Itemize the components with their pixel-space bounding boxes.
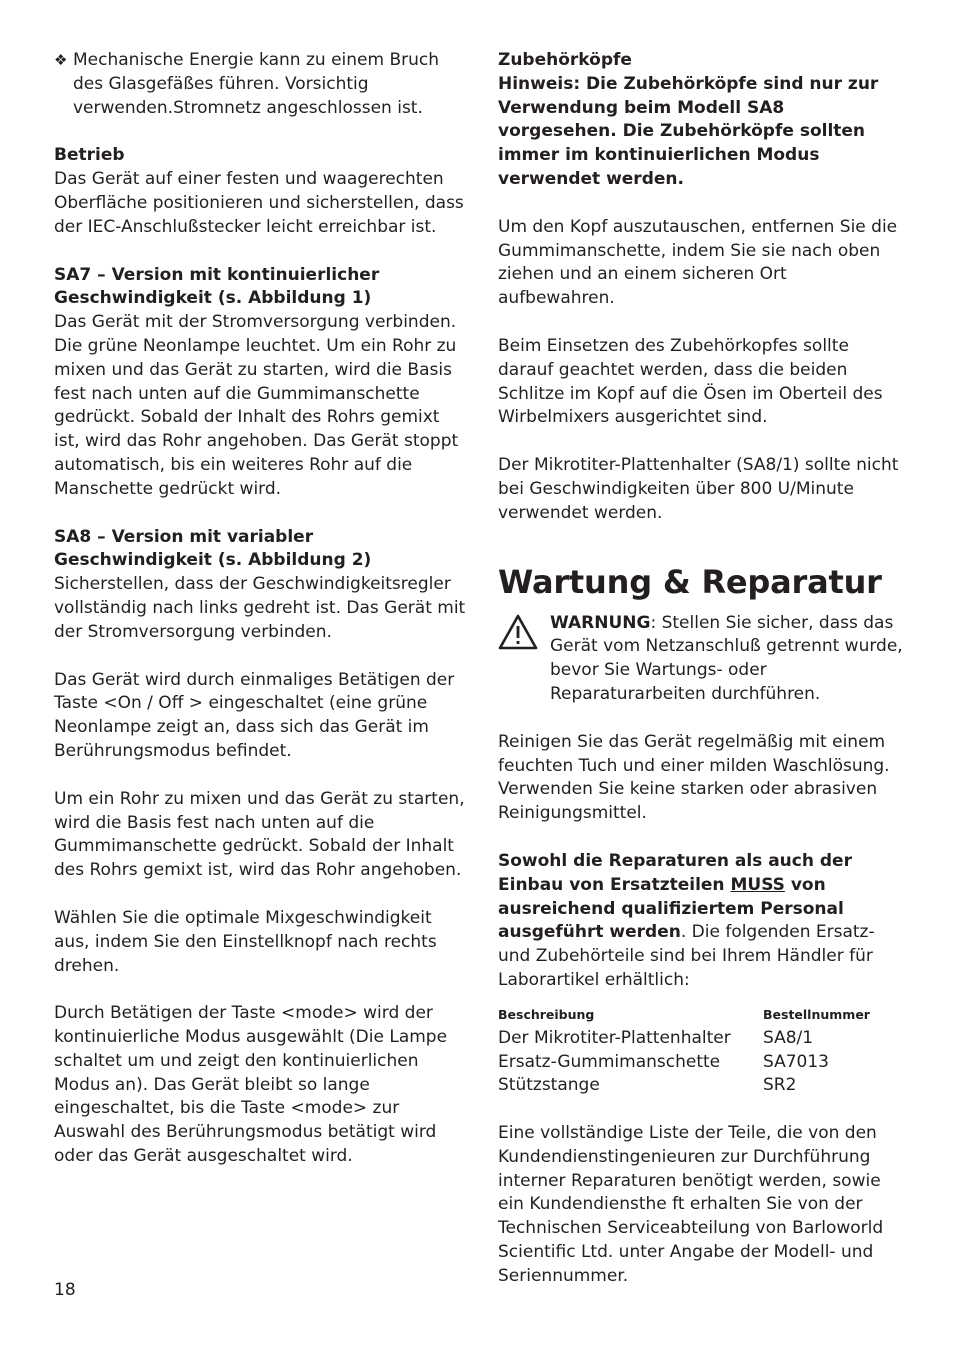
zubehoer-note: Hinweis: Die Zubehörköpfe sind nur zur Verwendung beim Modell SA8 vorgesehen. Die Zubehörköpfe sollten immer im kontinuierlichen Modus verwendet werden.	[498, 73, 879, 189]
betrieb-heading: Betrieb	[54, 145, 125, 166]
sa7-heading: SA7 – Version mit kontinuierlicher Geschwindigkeit (s. Abbildung 1)	[54, 264, 380, 309]
parts-table	[498, 1003, 870, 1098]
repair-bold-1: Sowohl die Reparaturen als auch der Einbau von Ersatzteilen	[498, 850, 852, 895]
warning-body: : Stellen Sie sicher, dass das Gerät vom Netzanschluß getrennt wurde, bevor Sie Wartungs- oder Reparaturarbeiten durchführen.	[550, 612, 903, 704]
repair-paragraph	[498, 850, 908, 993]
microtiter-paragraph: Der Mikrotiter-Plattenhalter (SA8/1) sollte nicht bei Geschwindigkeiten über 800 U/Minute verwendet werden.	[498, 455, 899, 523]
part-number: SA8/1	[763, 1027, 814, 1048]
repair-must: MUSS	[730, 874, 785, 895]
part-number: SA7013	[763, 1051, 829, 1072]
page-number: 18	[54, 1280, 76, 1300]
speed-paragraph: Wählen Sie die optimale Mixgeschwindigkeit aus, indem Sie den Einstellknopf nach rechts drehen.	[54, 907, 437, 976]
betrieb-text: Das Gerät auf einer festen und waagerechten Oberfläche positionieren und sicherstellen, dass der IEC-Anschlußstecker leicht erreichbar ist.	[54, 169, 464, 237]
left-column	[54, 49, 466, 1169]
table-row	[498, 1027, 870, 1051]
repair-bold-2: von ausreichend qualifiziertem Personal ausgeführt werden	[498, 874, 844, 943]
right-column	[498, 49, 908, 1289]
sa8-heading: SA8 – Version mit variabler Geschwindigkeit (s. Abbildung 2)	[54, 526, 372, 571]
insert-paragraph: Beim Einsetzen des Zubehörkopfes sollte darauf geachtet werden, dass die beiden Schlitze im Kopf auf die Ösen im Oberteil des Wirbelmixers ausgerichtet sind.	[498, 335, 883, 428]
parts-header-order-number: Bestellnummer	[763, 1006, 870, 1022]
bullet-text: Mechanische Energie kann zu einem Bruch des Glasgefäßes führen. Vorsichtig verwenden.Stromnetz angeschlossen ist.	[73, 50, 439, 118]
part-description: Ersatz-Gummimanschette	[498, 1051, 721, 1072]
head-paragraph: Um den Kopf auszutauschen, entfernen Sie die Gummimanschette, indem Sie sie nach oben ziehen und an einem sicheren Ort aufbewahren.	[498, 216, 898, 309]
sa7-text: Das Gerät mit der Stromversorgung verbinden. Die grüne Neonlampe leuchtet. Um ein Rohr zu mixen und das Gerät zu starten, wird die Basis fest nach unten auf die Gummimanschette gedrückt. Sobald der Inhalt des Rohrs gemixt ist, wird das Rohr angehoben. Das Gerät stoppt automatisch, bis ein weiteres Rohr auf die Manschette gedrückt wird.	[54, 312, 459, 499]
part-description: Stützstange	[498, 1075, 600, 1096]
warning-triangle-icon	[498, 612, 550, 707]
onoff-paragraph: Das Gerät wird durch einmaliges Betätigen der Taste <On / Off > eingeschaltet (eine grüne Neonlampe zeigt an, dass sich das Gerät im Berührungsmodus befindet.	[54, 669, 455, 761]
mode-paragraph: Durch Betätigen der Taste <mode> wird der kontinuierliche Modus ausgewählt (Die Lampe schaltet um und zeigt den kontinuierlichen Modus an). Das Gerät bleibt so lange eingeschaltet, bis die Taste <mode> zur Auswahl des Berührungsmodus betätigt wird oder das Gerät ausgeschaltet wird.	[54, 1003, 448, 1167]
table-row	[498, 1051, 870, 1075]
sa8-text: Sicherstellen, dass der Geschwindigkeitsregler vollständig nach links gedreht ist. Das Gerät mit der Stromversorgung verbinden.	[54, 574, 466, 642]
zubehoer-heading: Zubehörköpfe	[498, 50, 632, 70]
diamond-bullet-icon: ❖	[54, 51, 68, 69]
parts-header-description: Beschreibung	[498, 1006, 595, 1022]
warning-block	[498, 612, 908, 707]
warning-text	[550, 612, 908, 707]
mix-paragraph: Um ein Rohr zu mixen und das Gerät zu starten, wird die Basis fest nach unten auf die Gummimanschette gedrückt. Sobald der Inhalt des Rohrs gemixt ist, wird das Rohr angehoben.	[54, 788, 465, 881]
parts-header-row	[498, 1003, 870, 1027]
repair-rest: . Die folgenden Ersatz- und Zubehörteile sind bei Ihrem Händler für Laborartikel erhältlich:	[498, 922, 875, 990]
clean-paragraph: Reinigen Sie das Gerät regelmäßig mit einem feuchten Tuch und einer milden Waschlösung. Verwenden Sie keine starken oder abrasiven Reinigungsmittel.	[498, 731, 890, 824]
warning-label: WARNUNG	[550, 612, 651, 633]
parts-list-paragraph: Eine vollständige Liste der Teile, die von den Kundendienstingenieuren zur Durchführung interner Reparaturen benötigt werden, sowie ein Kundendiensthe ft erhalten Sie von der Technischen Serviceabteilung von Barloworld Scientific Ltd. unter Angabe der Modell- und Seriennummer.	[498, 1123, 884, 1286]
table-row	[498, 1074, 870, 1098]
bullet-item	[54, 49, 466, 120]
section-title: Wartung & Reparatur	[498, 562, 882, 601]
part-number: SR2	[763, 1075, 797, 1096]
part-description: Der Mikrotiter-Plattenhalter	[498, 1027, 731, 1048]
